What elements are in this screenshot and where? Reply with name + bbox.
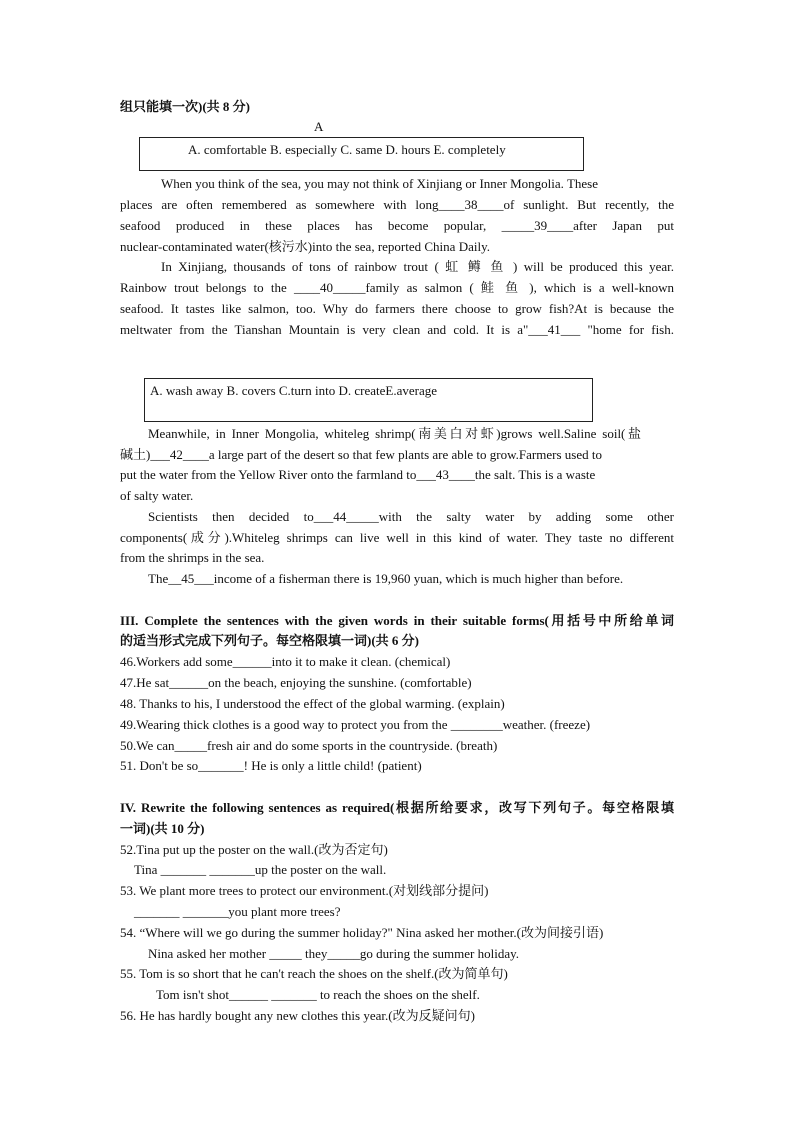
section-4-heading: IV. Rewrite the following sentences as required(根据所给要求，改写下列句子。每空格限填: [120, 800, 674, 815]
passage-a-line: places are often remembered as somewhere with long____38____of sunlight. But recently, the: [120, 197, 674, 212]
answer-line: Tom isn't shot______ _______ to reach the shoes on the shelf.: [156, 987, 480, 1002]
passage-a-line: seafood. It tastes like salmon, too. Why do farmers there choose to grow fish?At is because the: [120, 301, 674, 316]
question-item: 49.Wearing thick clothes is a good way to protect you from the ________weather. (freeze): [120, 717, 591, 732]
answer-line: Tina _______ _______up the poster on the wall.: [134, 862, 387, 877]
answer-line: _______ _______you plant more trees?: [134, 904, 341, 919]
question-item: 46.Workers add some______into it to make it clean. (chemical): [120, 654, 451, 669]
question-item: 56. He has hardly bought any new clothes this year.(改为反疑问句): [120, 1008, 475, 1023]
passage-b-line: Meanwhile, in Inner Mongolia, whiteleg shrimp(南美白对虾)grows well.Saline soil(盐: [148, 426, 641, 441]
section-3-heading-cont: 的适当形式完成下列句子。每空格限填一词)(共 6 分): [120, 633, 419, 648]
word-box-b-options: A. wash away B. covers C.turn into D. createE.average: [150, 383, 437, 398]
passage-b-line: of salty water.: [120, 488, 194, 503]
passage-a-line: meltwater from the Tianshan Mountain is very clean and cold. It is a"___41___ "home for fish.: [120, 322, 674, 337]
passage-b-line: from the shrimps in the sea.: [120, 550, 265, 565]
passage-b-line: The__45___income of a fisherman there is 19,960 yuan, which is much higher than before.: [148, 571, 624, 586]
question-item: 53. We plant more trees to protect our environment.(对划线部分提问): [120, 883, 489, 898]
question-item: 47.He sat______on the beach, enjoying the sunshine. (comfortable): [120, 675, 472, 690]
instruction-tail: 组只能填一次)(共 8 分): [120, 99, 250, 114]
question-item: 48. Thanks to his, I understood the effect of the global warming. (explain): [120, 696, 505, 711]
passage-b-line: components(成分).Whiteleg shrimps can live well in this kind of water. They taste no different: [120, 530, 674, 545]
passage-a-line: nuclear-contaminated water(核污水)into the sea, reported China Daily.: [120, 239, 490, 254]
passage-a-line: Rainbow trout belongs to the ____40_____family as salmon ( 鲑 鱼 ), which is a well-known: [120, 280, 674, 295]
question-item: 52.Tina put up the poster on the wall.(改为否定句): [120, 842, 388, 857]
word-box-a-options: A. comfortable B. especially C. same D. hours E. completely: [188, 142, 506, 157]
question-item: 55. Tom is so short that he can't reach the shoes on the shelf.(改为简单句): [120, 966, 508, 981]
passage-b-line: 碱土)___42____a large part of the desert so that few plants are able to grow.Farmers used to: [120, 447, 602, 462]
section-4-heading-cont: 一词)(共 10 分): [120, 821, 205, 836]
passage-a-line: seafood produced in these places has become popular, _____39____after Japan put: [120, 218, 674, 233]
section-letter: A: [314, 119, 324, 134]
passage-b-line: Scientists then decided to___44_____with the salty water by adding some other: [148, 509, 674, 524]
passage-b-line: put the water from the Yellow River onto the farmland to___43____the salt. This is a waste: [120, 467, 596, 482]
answer-line: Nina asked her mother _____ they_____go during the summer holiday.: [148, 946, 520, 961]
section-3-heading: III. Complete the sentences with the given words in their suitable forms(用括号中所给单词: [120, 613, 674, 628]
question-item: 51. Don't be so_______! He is only a little child! (patient): [120, 758, 422, 773]
question-item: 54. “Where will we go during the summer holiday?" Nina asked her mother.(改为间接引语): [120, 925, 604, 940]
question-item: 50.We can_____fresh air and do some sports in the countryside. (breath): [120, 738, 498, 753]
passage-a-line: When you think of the sea, you may not think of Xinjiang or Inner Mongolia. These: [161, 176, 598, 191]
passage-a-line: In Xinjiang, thousands of tons of rainbow trout ( 虹 鳟 鱼 ) will be produced this year.: [161, 259, 674, 274]
